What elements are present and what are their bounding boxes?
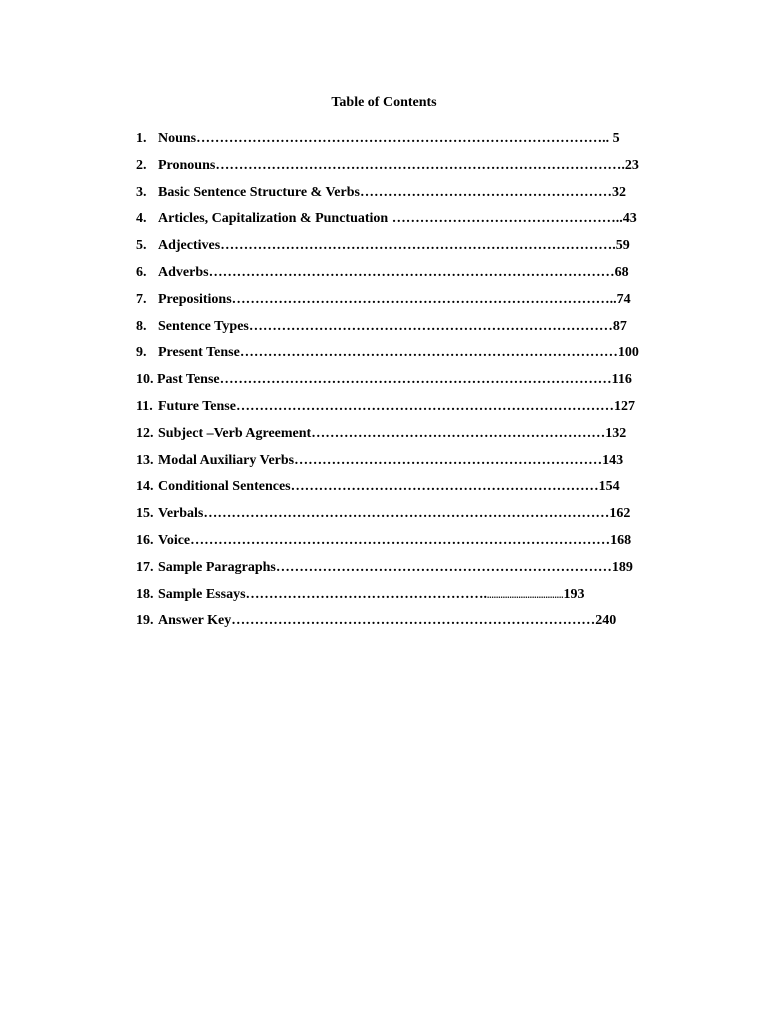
toc-entry-label: Nouns bbox=[158, 131, 197, 146]
toc-entry-number: 11. bbox=[136, 398, 153, 414]
toc-entry-number: 13. bbox=[136, 452, 154, 468]
toc-entry-number: 15. bbox=[136, 506, 154, 522]
toc-entry-label: Past Tense bbox=[153, 372, 220, 388]
toc-entry-leader: ……………………………………………. bbox=[245, 586, 488, 602]
toc-entry-page: 154 bbox=[598, 479, 620, 495]
toc-entry-number: 2. bbox=[136, 157, 147, 173]
toc-entry bbox=[136, 370, 696, 397]
toc-entry-number: 8. bbox=[136, 318, 147, 334]
toc-entry-leader: …………………………………………………………………… bbox=[231, 613, 596, 629]
toc-entry bbox=[136, 477, 696, 504]
toc-entry-page: 5 bbox=[609, 131, 620, 146]
toc-entry bbox=[136, 585, 696, 612]
toc-entry bbox=[136, 611, 696, 638]
toc-entry-leader: ……………………………………………………………………… bbox=[239, 345, 618, 361]
toc-entry-page: 162 bbox=[609, 506, 631, 522]
toc-entry-page: 189 bbox=[611, 559, 633, 575]
toc-entry-label: Sample Paragraphs bbox=[158, 559, 276, 575]
toc-entry-label: Conditional Sentences bbox=[158, 479, 291, 495]
toc-entry-leader: ……………………………………………………………………………… bbox=[190, 532, 611, 548]
toc-entry-label: Sample Essays bbox=[158, 586, 246, 602]
toc-entry-page: 193 bbox=[563, 586, 585, 602]
toc-entry-leader: ……………………………………………… bbox=[359, 184, 612, 200]
toc-entry-page: 132 bbox=[605, 425, 627, 441]
toc-entry-label: Verbals bbox=[158, 506, 204, 522]
toc-entry-number: 16. bbox=[136, 532, 154, 548]
toc-entry-leader: …………………………………………………………………………. bbox=[220, 238, 616, 254]
toc-entry-label: Modal Auxiliary Verbs bbox=[158, 452, 295, 468]
toc-entry-number: 3. bbox=[136, 184, 147, 200]
toc-entry-leader: ………………………………………….. bbox=[388, 211, 623, 227]
toc-entry-page: 74 bbox=[616, 291, 631, 307]
toc-entry-page: 100 bbox=[617, 345, 639, 361]
toc-entry-leader-small: .................................. bbox=[487, 589, 564, 600]
toc-entry-page: 116 bbox=[611, 372, 632, 388]
toc-entry-number: 14. bbox=[136, 479, 154, 495]
toc-entry-number: 18. bbox=[136, 586, 154, 602]
toc-entry bbox=[136, 263, 696, 290]
toc-entry-leader: ……………………………………………………………………… bbox=[235, 398, 614, 414]
toc-list bbox=[136, 129, 696, 638]
toc-entry-page: 43 bbox=[622, 211, 637, 227]
toc-title: Table of Contents bbox=[331, 95, 437, 110]
toc-entry-page: 59 bbox=[615, 238, 630, 254]
toc-entry-label: Basic Sentence Structure & Verbs bbox=[158, 184, 360, 200]
toc-entry-leader: ……………………………………………………… bbox=[311, 425, 606, 441]
toc-entry-page: 127 bbox=[613, 398, 635, 414]
toc-entry-label: Articles, Capitalization & Punctuation bbox=[158, 211, 389, 227]
toc-entry-leader: …………………………………………………………………………… bbox=[208, 264, 615, 280]
toc-entry-leader: …………………………………………………………………… bbox=[248, 318, 613, 334]
toc-entry-leader: ………………………………………………………… bbox=[290, 479, 599, 495]
toc-entry bbox=[136, 209, 696, 236]
toc-entry-page: 240 bbox=[595, 613, 617, 629]
toc-entry-number: 5. bbox=[136, 238, 147, 254]
toc-entry-leader: ……………………………………………………………… bbox=[275, 559, 612, 575]
toc-entry bbox=[136, 558, 696, 585]
toc-entry bbox=[136, 317, 696, 344]
toc-entry-page: 68 bbox=[614, 264, 629, 280]
toc-entry-page: 143 bbox=[602, 452, 624, 468]
toc-entry bbox=[136, 531, 696, 558]
toc-entry bbox=[136, 343, 696, 370]
toc-entry-page: 168 bbox=[610, 532, 632, 548]
toc-entry-label: Future Tense bbox=[158, 398, 236, 414]
toc-entry-number: 19. bbox=[136, 613, 154, 629]
toc-entry-label: Subject –Verb Agreement bbox=[158, 425, 312, 441]
toc-entry-label: Prepositions bbox=[158, 291, 232, 307]
toc-entry bbox=[136, 183, 696, 210]
toc-entry bbox=[136, 504, 696, 531]
toc-entry-number: 6. bbox=[136, 264, 147, 280]
toc-entry-number: 17. bbox=[136, 559, 154, 575]
toc-entry-page: 87 bbox=[612, 318, 627, 334]
toc-entry-label: Present Tense bbox=[158, 345, 240, 361]
toc-entry-label: Sentence Types bbox=[158, 318, 249, 334]
toc-entry bbox=[136, 424, 696, 451]
toc-entry-leader: ……………………………………………………………………………. bbox=[215, 157, 625, 173]
toc-entry-label: Pronouns bbox=[158, 157, 216, 173]
toc-entry bbox=[136, 156, 696, 183]
toc-entry bbox=[136, 397, 696, 424]
toc-entry-leader: ……………………………………………………………………….. bbox=[231, 291, 617, 307]
toc-entry-number: 4. bbox=[136, 211, 147, 227]
toc-entry-label: Adjectives bbox=[158, 238, 221, 254]
toc-entry-number: 12. bbox=[136, 425, 154, 441]
toc-entry-page: 32 bbox=[611, 184, 626, 200]
toc-entry bbox=[136, 236, 696, 263]
toc-entry-leader: ………………………………………………………………………… bbox=[219, 372, 612, 388]
toc-entry bbox=[136, 129, 696, 156]
toc-entry-number: 10. bbox=[136, 372, 154, 388]
toc-entry-label: Voice bbox=[158, 532, 191, 548]
toc-entry bbox=[136, 290, 696, 317]
toc-entry-leader: …………………………………………………………………………….. bbox=[196, 131, 610, 146]
toc-entry-number: 7. bbox=[136, 291, 147, 307]
toc-entry-leader: …………………………………………………………………………… bbox=[203, 506, 610, 522]
toc-entry-page: 23 bbox=[624, 157, 639, 173]
toc-entry bbox=[136, 451, 696, 478]
toc-entry-number: 9. bbox=[136, 345, 147, 361]
toc-entry-leader: ………………………………………………………… bbox=[294, 452, 603, 468]
toc-entry-number: 1. bbox=[136, 131, 147, 146]
toc-entry-label: Adverbs bbox=[158, 264, 209, 280]
toc-entry-label: Answer Key bbox=[158, 613, 232, 629]
